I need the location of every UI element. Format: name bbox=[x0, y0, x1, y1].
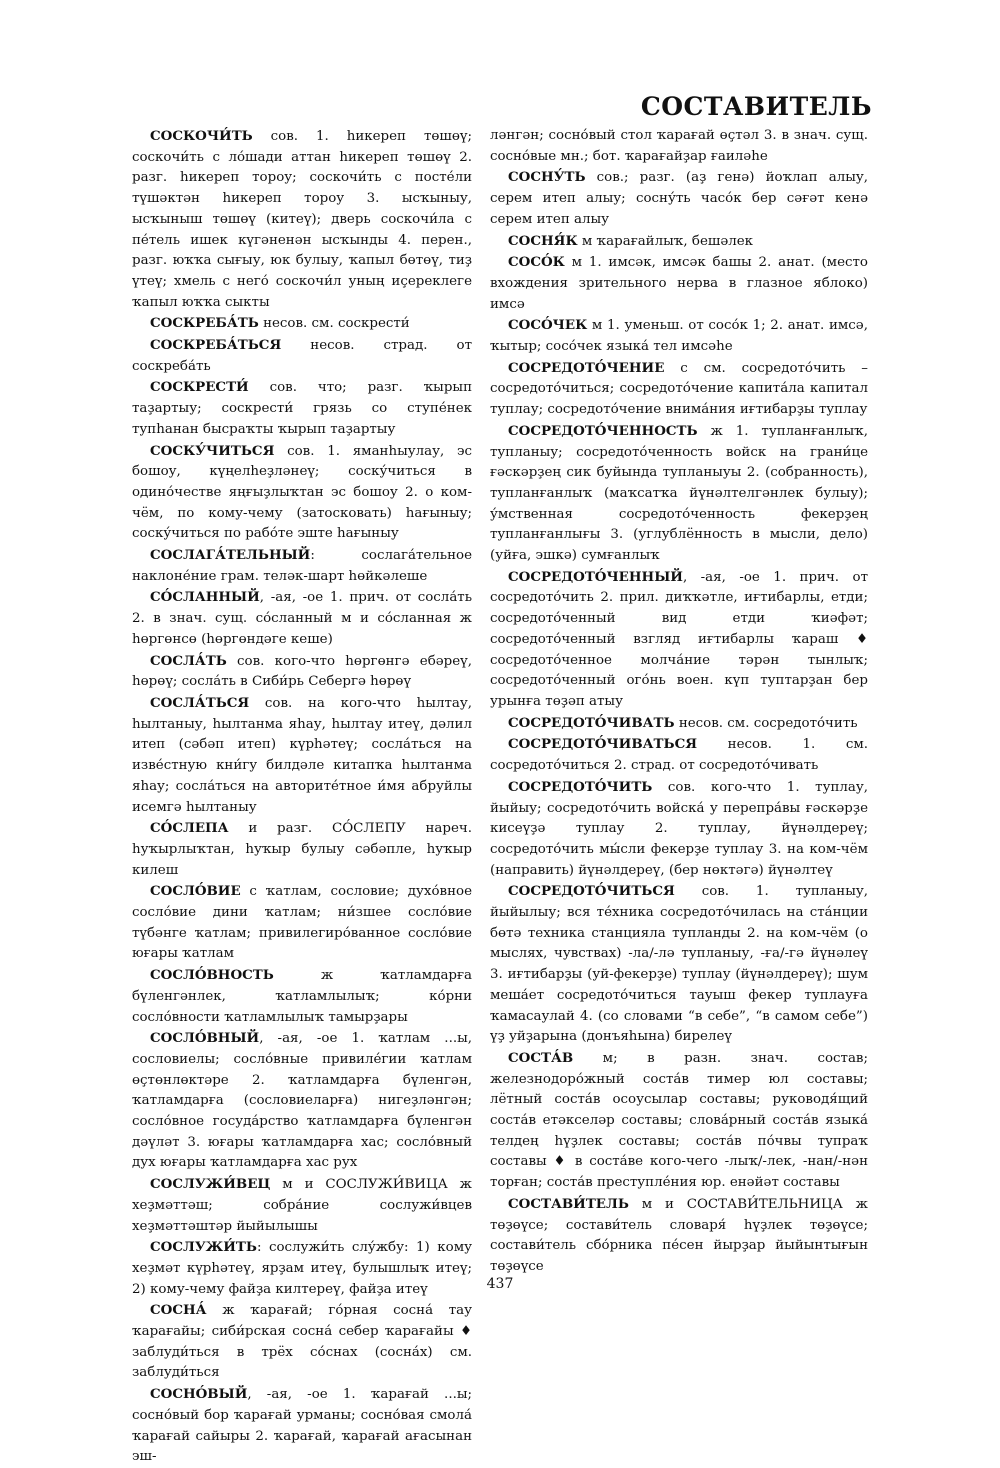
dictionary-entry: СОСНО́ВЫЙ, -ая, -ое 1. ҡарағай ...ы; сосно́вый бор ҡарағай урманы; сосно́вая смола́ ҡарағай сайыры 2. ҡарағай, ҡарағай ағасынан эш- bbox=[132, 1386, 472, 1465]
dictionary-entry: СОСКУ́ЧИТЬСЯ сов. 1. яманһыулау, эс бошоу, күңелһеҙләнеү; соску́читься в одино́честве яңғыҙлыҡтан эс бошоу 2. о ком-чём, по кому-чему (затосковать) һағыныу; соску́читься по рабо́те эште һағыныу bbox=[132, 442, 472, 542]
headword: СОСЛО́ВНОСТЬ bbox=[150, 967, 274, 984]
dictionary-entry: СОСТАВИ́ТЕЛЬ м и СОСТАВИ́ТЕЛЬНИЦА ж төҙөүсе; состави́тель словаря́ һүҙлек төҙөүсе; состави́тель сбо́рника пе́сен йырҙар йыйынтығын төҙөүсе bbox=[490, 1195, 868, 1274]
headword: СОСНО́ВЫЙ bbox=[150, 1386, 248, 1403]
dictionary-entry: СОСКРЕБА́ТЬСЯ несов. страд. от соскреба́ть bbox=[132, 337, 472, 374]
dictionary-entry: СОСНЯ́К м ҡарағайлыҡ, бешәлек bbox=[508, 232, 754, 249]
headword: СОСРЕДОТО́ЧИВАТЬСЯ bbox=[508, 736, 698, 753]
right-column bbox=[490, 126, 868, 1278]
headword: СОСРЕДОТО́ЧИВАТЬ bbox=[508, 714, 675, 731]
dictionary-entry: СОСРЕДОТО́ЧЕНИЕ с см. сосредото́чить – сосредото́читься; сосредото́чение капита́ла капитал туплау; сосредото́чение внима́ния иғтибарҙы туплау bbox=[490, 359, 868, 418]
dictionary-entry: СОСЛУЖИ́ТЬ: сослужи́ть слу́жбу: 1) кому хеҙмәт күрһәтеү, ярҙам итеү, булышлыҡ итеү; 2) кому-чему файҙа килтереү, файҙа итеү bbox=[132, 1239, 472, 1297]
dictionary-entry: СОСКОЧИ́ТЬ сов. 1. һикереп төшөү; соскочи́ть с ло́шади аттан һикереп төшөү 2. разг. һикереп тороу; соскочи́ть с посте́ли түшәктән һикереп тороу 3. ысҡыныу, ысҡыныш төшөү (китеү); дверь соскочи́ла с пе́тель ишек күгәненән ысҡынды 4. перен., разг. юҡҡа сығыу, юк булыу, ҡапыл бөтөү, тиҙ үтеү; хмель с него́ соскочи́л уның иҫереклеге ҡапыл юҡҡа сыкты bbox=[132, 128, 472, 310]
page-number: 437 bbox=[486, 1276, 514, 1292]
headword: СОСРЕДОТО́ЧЕННОСТЬ bbox=[508, 422, 698, 439]
headword: СО́СЛЕПА bbox=[150, 820, 229, 837]
dictionary-entry: СО́СЛЕПА и разг. СО́СЛЕПУ нареч. һуҡырлыҡтан, һуҡыр булыу сәбәпле, һуҡыр килеш bbox=[132, 820, 472, 878]
dictionary-entry: СОСКРЕСТИ́ сов. что; разг. ҡырып таҙартыу; соскрести́ грязь со ступе́нек тупһанан бысраҡты ҡырып таҙартыу bbox=[132, 379, 472, 437]
dictionary-entry: СОСТА́В м; в разн. знач. состав; железнодоро́жный соста́в тимер юл составы; лётный соста́в осоусылар составы; руководя́щий соста́в етәкселәр составы; слова́рный соста́в языка́ телдең һүҙлек составы; соста́в по́чвы тупраҡ составы ♦ в соста́ве кого-чего -лыҡ/-лек, -нан/-нән торған; соста́в преступле́ния юр. енәйәт составы bbox=[490, 1049, 868, 1191]
headword: СОСКРЕБА́ТЬ bbox=[150, 315, 259, 332]
dictionary-entry: СОСЛА́ТЬ сов. кого-что һөргөнгә ебәреү, һөрөү; сосла́ть в Сиби́рь Себергә һөрөү bbox=[132, 652, 472, 690]
headword: СОСЛО́ВНЫЙ bbox=[150, 1030, 260, 1047]
headword: СОСКРЕБА́ТЬСЯ bbox=[150, 337, 282, 354]
dictionary-entry: СОСРЕДОТО́ЧИТЬСЯ сов. 1. тупланыу, йыйылыу; вся те́хника сосредото́чилась на ста́нции бөтә техника станцияла тупланды 2. на ком-чём (о мыслях, чувствах) -ла/-лә тупланыу, -ға/-гә йүнәлеү 3. иғтибарҙы (уй-фекерҙе) туплау (йүнәлдереү); шум меша́ет сосредото́читься тауыш фекер туплауға ҡамасаулай 4. (со словами “в себе”, “в самом себе”) үҙ уйҙарына (донъяһына) бирелеү bbox=[490, 883, 868, 1045]
dictionary-entry: СОСКРЕБА́ТЬ несов. см. соскрести́ bbox=[150, 315, 410, 332]
dictionary-entry: СОСЛО́ВНЫЙ, -ая, -ое 1. ҡатлам ...ы, сословиелы; сосло́вные привиле́гии ҡатлам өҫтөнлөктәре 2. ҡатламдарға бүленгән, ҡатламдарға (сословиеларға) нигеҙләнгән; сосло́вное госуда́рство ҡатламдарға бүленгән дәүләт 3. юғары ҡатламдарға хас; сосло́вный дух юғары ҡатламдарға хас рух bbox=[132, 1030, 472, 1171]
headword: СОСЛА́ТЬ bbox=[150, 652, 227, 669]
dictionary-entry: СОСРЕДОТО́ЧИТЬ сов. кого-что 1. туплау, йыйыу; сосредото́чить войска́ у перепра́вы ғәскәрҙе кисеүҙә туплау 2. туплау, йүнәлдереү; сосредото́чить мы́сли фекерҙе туплау 3. на ком-чём (направить) йүнәлдереү, (бер нөктәгә) йүнәлтеү bbox=[490, 778, 868, 878]
headword: СОСО́К bbox=[508, 254, 565, 271]
headword: СОСЛАГА́ТЕЛЬНЫЙ bbox=[150, 547, 311, 564]
headword: СОСТАВИ́ТЕЛЬ bbox=[508, 1195, 629, 1212]
headword: СОСЛО́ВИЕ bbox=[150, 883, 241, 900]
dictionary-entry: СОСЛА́ТЬСЯ сов. на кого-что һылтау, һылтаныу, һылтанма яһау, һылтау итеү, дәлил итеп (сәбәп итеп) күрһәтеү; сосла́ться на изве́стную кни́гу билдәле китапҡа һылтанма яһау; сосла́ться на авторите́тное и́мя абруйлы исемгә һылтаныу bbox=[132, 694, 472, 815]
dictionary-entry: СОСРЕДОТО́ЧИВАТЬСЯ несов. 1. см. сосредото́читься 2. страд. от сосредото́чивать bbox=[490, 736, 868, 774]
headword: СОСРЕДОТО́ЧИТЬСЯ bbox=[508, 883, 675, 900]
headword: СОСНА́ bbox=[150, 1302, 207, 1319]
dictionary-entry: СОСО́ЧЕК м 1. уменьш. от сосо́к 1; 2. анат. имсә, ҡытыр; сосо́чек языка́ тел имсәһе bbox=[490, 317, 868, 355]
headword: СОСЛУЖИ́ВЕЦ bbox=[150, 1176, 271, 1193]
dictionary-entry: СОСЛО́ВНОСТЬ ж ҡатламдарға бүленгәнлек, ҡатламлылыҡ; ко́рни сосло́вности ҡатламлылыҡ тамырҙары bbox=[132, 967, 472, 1025]
headword: СОСРЕДОТО́ЧЕННЫЙ bbox=[508, 568, 683, 585]
headword: СОСЛА́ТЬСЯ bbox=[150, 694, 250, 711]
headword: СОСРЕДОТО́ЧЕНИЕ bbox=[508, 359, 665, 376]
headword: СОСО́ЧЕК bbox=[508, 317, 588, 334]
dictionary-entry: СОСЛО́ВИЕ с ҡатлам, сословие; духо́вное сосло́вие дини ҡатлам; ни́зшее сосло́вие түбәнге ҡатлам; привилегиро́ванное сосло́вие юғары ҡатлам bbox=[132, 883, 472, 962]
dictionary-entry: СО́СЛАННЫЙ, -ая, -ое 1. прич. от сосла́ть 2. в знач. сущ. со́сланный м и со́сланная ж һөргөнсө (һөргөндәге кеше) bbox=[132, 589, 472, 647]
dictionary-entry: СОСРЕДОТО́ЧЕННОСТЬ ж 1. тупланғанлыҡ, тупланыу; сосредото́ченность войск на грани́це ғәскәрҙең сик буйында тупланыуы 2. (собранность), тупланғанлыҡ (маҡсатҡа йүнәлтелгәнлек булыу); у́мственная сосредото́ченность фекерҙең тупланғанлығы 3. (углублённость в мысли, дело) (уйға, эшкә) сумғанлыҡ bbox=[490, 422, 868, 564]
dictionary-entry: СОСНА́ ж ҡарағай; го́рная сосна́ тау ҡарағайы; сиби́рская сосна́ себер ҡарағайы ♦ заблуди́ться в трёх со́снах (сосна́х) см. заблуди́ться bbox=[132, 1302, 472, 1381]
headword: СО́СЛАННЫЙ bbox=[150, 589, 260, 606]
dictionary-entry: СОСО́К м 1. имсәк, имсәк башы 2. анат. (место вхождения зрительного нерва в глазное яблоко) имсә bbox=[490, 254, 868, 312]
dictionary-entry: СОСЛАГА́ТЕЛЬНЫЙ: сослага́тельное наклоне́ние грам. теләк-шарт һөйкәлеше bbox=[132, 547, 472, 584]
dictionary-entry: СОСРЕДОТО́ЧЕННЫЙ, -ая, -ое 1. прич. от сосредото́чить 2. прил. диҡҡәтле, иғтибарлы, етди; сосредото́ченный вид етди ҡиәфәт; сосредото́ченный взгляд иғтибарлы ҡараш ♦ сосредото́ченное молча́ние тәрән тынлыҡ; сосредото́ченный ого́нь воен. күп туптарҙан бер урынға төҙәп атыу bbox=[490, 568, 868, 709]
left-column bbox=[132, 126, 472, 1468]
headword: СОСЛУЖИ́ТЬ bbox=[150, 1239, 257, 1256]
headword: СОСТА́В bbox=[508, 1049, 574, 1066]
headword: СОСРЕДОТО́ЧИТЬ bbox=[508, 778, 653, 795]
headword: СОСКРЕСТИ́ bbox=[150, 379, 249, 396]
dictionary-entry: СОСРЕДОТО́ЧИВАТЬ несов. см. сосредото́чить bbox=[508, 714, 858, 731]
headword: СОСКУ́ЧИТЬСЯ bbox=[150, 442, 275, 459]
running-header: СОСТАВИТЕЛЬ bbox=[640, 92, 872, 121]
dictionary-entry: СОСЛУЖИ́ВЕЦ м и СОСЛУЖИ́ВИЦА ж хеҙмәттәш; собра́ние сослужи́вцев хеҙмәттәштәр йыйылышы bbox=[132, 1176, 472, 1234]
dictionary-entry-continuation: ләнгән; сосно́вый стол ҡарағай өҫтәл 3. в знач. сущ. сосно́вые мн.; бот. ҡарағайҙар ғаиләһе bbox=[490, 128, 868, 164]
headword: СОСНУ́ТЬ bbox=[508, 169, 586, 186]
headword: СОСКОЧИ́ТЬ bbox=[150, 128, 253, 144]
headword: СОСНЯ́К bbox=[508, 232, 578, 249]
dictionary-entry: СОСНУ́ТЬ сов.; разг. (аҙ генә) йоҡлап алыу, серем итеп алыу; сосну́ть часо́к бер сәғәт кенә серем итеп алыу bbox=[490, 169, 868, 227]
